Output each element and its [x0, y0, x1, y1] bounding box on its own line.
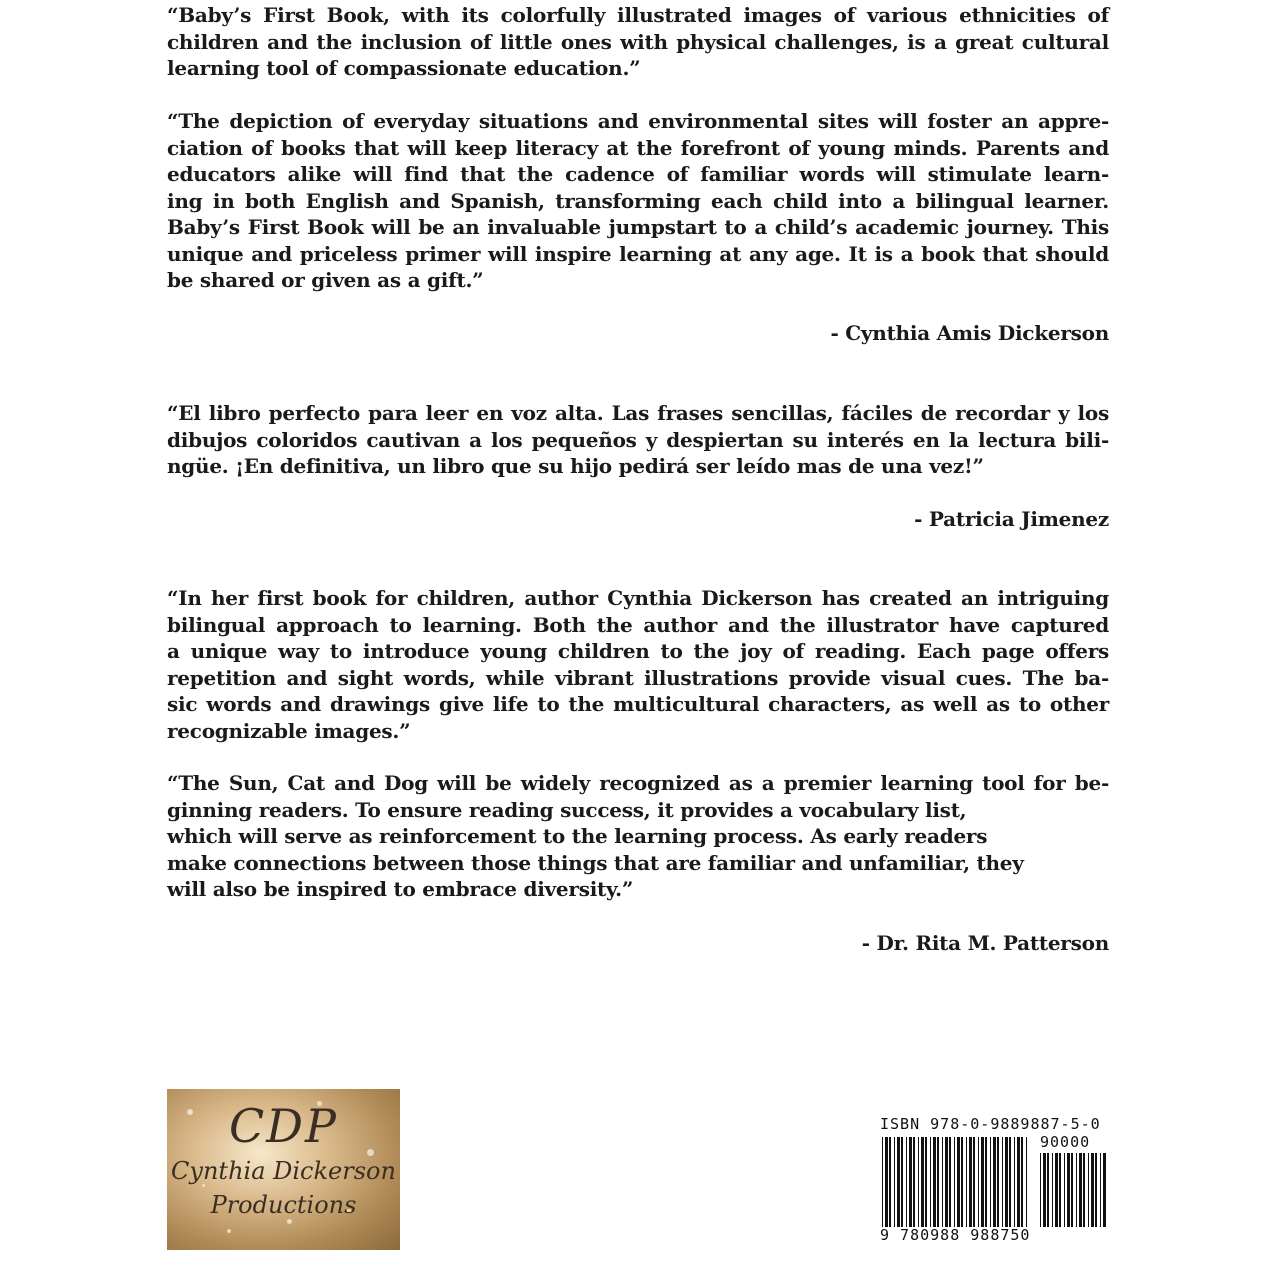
barcode-bar [966, 1137, 967, 1227]
review-quote-5 [167, 770, 1109, 903]
barcode-bar [990, 1137, 991, 1227]
barcode-bar [993, 1137, 996, 1227]
barcode-bar [1103, 1153, 1106, 1227]
isbn-barcode [882, 1137, 1032, 1227]
quote-line: repetition and sight words, while vibrant illustrations provide visual cues. The ba- [167, 665, 1109, 690]
quote-line: unique and priceless primer will inspire learning at any age. It is a book that should [167, 241, 1109, 266]
price-barcode [1040, 1153, 1108, 1227]
barcode-bar [894, 1137, 895, 1227]
isbn-label: ISBN 978-0-9889887-5-0 [880, 1115, 1101, 1133]
barcode-bar [949, 1137, 951, 1227]
barcode-bar [1043, 1153, 1046, 1227]
review-quote-3 [167, 400, 1109, 480]
quote-line: educators alike will find that the cadence of familiar words will stimulate learn- [167, 162, 1109, 186]
barcode-bar [885, 1137, 888, 1227]
barcode-bar [918, 1137, 919, 1227]
barcode-bar [969, 1137, 972, 1227]
barcode-bar [1064, 1153, 1065, 1227]
quote-line: “El libro perfecto para leer en voz alta. Las frases sencillas, fáciles de recordar y los [167, 401, 1109, 425]
quote-line: which will serve as reinforcement to the learning process. As early readers [167, 824, 988, 848]
barcode-bar [1059, 1153, 1061, 1227]
review-quote-2 [167, 108, 1109, 294]
barcode-bar [901, 1137, 903, 1227]
barcode-bar [1076, 1153, 1077, 1227]
barcode-bar [1088, 1153, 1089, 1227]
barcode-bar [1083, 1153, 1085, 1227]
barcode-bar [897, 1137, 900, 1227]
barcode-bar [978, 1137, 979, 1227]
barcode-bar [1047, 1153, 1049, 1227]
quote-line: ngüe. ¡En definitiva, un libro que su hijo pedirá ser leído mas de una vez!” [167, 454, 984, 478]
barcode-bar [1017, 1137, 1020, 1227]
quote-line: ing in both English and Spanish, transforming each child into a bilingual learner. [167, 188, 1109, 213]
barcode-bar [961, 1137, 963, 1227]
barcode-bar [1091, 1153, 1094, 1227]
barcode-bar [954, 1137, 955, 1227]
barcode-bar [957, 1137, 960, 1227]
barcode-bar [1026, 1137, 1027, 1227]
barcode-bar [1067, 1153, 1070, 1227]
quote-line: recognizable images.” [167, 718, 411, 743]
quote-line: be shared or given as a gift.” [167, 268, 484, 292]
barcode-bar [981, 1137, 984, 1227]
logo-subtitle: Productions [210, 1191, 357, 1219]
quote-line: “In her first book for children, author Cynthia Dickerson has created an intriguing [167, 586, 1109, 610]
barcode-bar [1095, 1153, 1097, 1227]
barcode-bar [945, 1137, 948, 1227]
quote-line: a unique way to introduce young children to the joy of reading. Each page offers [167, 639, 1109, 663]
attribution-rita-patterson: - Dr. Rita M. Patterson [861, 931, 1109, 955]
price-code: 90000 [1040, 1133, 1091, 1151]
barcode-bar [1071, 1153, 1073, 1227]
barcode-bar [889, 1137, 891, 1227]
barcode-bar [1079, 1153, 1082, 1227]
logo-initials: CDP [228, 1099, 339, 1153]
publisher-logo [167, 1089, 400, 1250]
quote-line: will also be inspired to embrace diversity.” [167, 877, 634, 901]
barcode-bar [1002, 1137, 1003, 1227]
barcode-bar [985, 1137, 987, 1227]
quote-line: “The Sun, Cat and Dog will be widely recognized as a premier learning tool for be- [167, 771, 1109, 795]
quote-line: learning tool of compassionate education.” [167, 56, 641, 80]
quote-line: make connections between those things that are familiar and unfamiliar, they [167, 850, 1024, 875]
barcode-bar [997, 1137, 999, 1227]
quote-line: “Baby’s First Book, with its colorfully illustrated images of various ethnicities of [167, 3, 1109, 27]
barcode-bar [921, 1137, 924, 1227]
barcode-bar [1014, 1137, 1015, 1227]
barcode-bar [1040, 1153, 1041, 1227]
barcode-bar [906, 1137, 907, 1227]
barcode-bar [930, 1137, 931, 1227]
barcode-bar [882, 1137, 883, 1227]
quote-line: bilingual approach to learning. Both the author and the illustrator have captured [167, 612, 1109, 637]
barcode-bar [1100, 1153, 1101, 1227]
barcode-bar [1021, 1137, 1023, 1227]
attribution-patricia-jimenez: - Patricia Jimenez [914, 507, 1109, 531]
barcode-digits: 9 780988 988750 [880, 1226, 1031, 1244]
attribution-cynthia-amis-dickerson: - Cynthia Amis Dickerson [830, 321, 1109, 345]
barcode-bar [933, 1137, 936, 1227]
quote-line: “The depiction of everyday situations and environmental sites will foster an appre- [167, 109, 1109, 133]
quote-line: children and the inclusion of little ones with physical challenges, is a great cultural [167, 29, 1109, 54]
quote-line: ginning readers. To ensure reading success, it provides a vocabulary list, [167, 797, 967, 822]
quote-line: Baby’s First Book will be an invaluable jumpstart to a child’s academic journey. This [167, 215, 1109, 239]
quote-line: dibujos coloridos cautivan a los pequeños y despiertan su interés en la lectura bili- [167, 427, 1109, 452]
barcode-bar [942, 1137, 943, 1227]
barcode-bar [913, 1137, 915, 1227]
quote-line: ciation of books that will keep literacy at the forefront of young minds. Parents and [167, 135, 1109, 160]
barcode-bar [1009, 1137, 1011, 1227]
quote-line: sic words and drawings give life to the multicultural characters, as well as to other [167, 692, 1109, 716]
barcode-bar [937, 1137, 939, 1227]
review-quote-1 [167, 2, 1109, 82]
barcode-bar [1052, 1153, 1053, 1227]
logo-name: Cynthia Dickerson [171, 1157, 396, 1185]
review-quote-4 [167, 585, 1109, 744]
barcode-bar [909, 1137, 912, 1227]
barcode-bar [925, 1137, 927, 1227]
barcode-bar [1055, 1153, 1058, 1227]
barcode-bar [1005, 1137, 1008, 1227]
barcode-bar [973, 1137, 975, 1227]
